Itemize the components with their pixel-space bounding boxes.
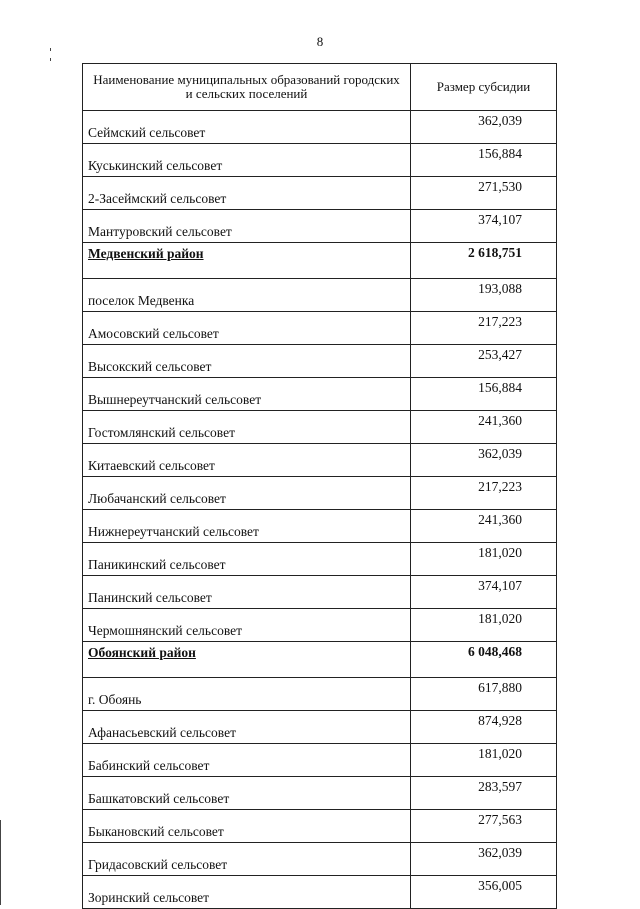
column-header-municipality: Наименование муниципальных образований городских и сельских поселений <box>83 64 411 111</box>
region-row <box>83 243 557 279</box>
table-row <box>83 810 557 843</box>
settlement-name: Башкатовский сельсовет <box>83 777 411 810</box>
table-row <box>83 312 557 345</box>
subsidy-amount: 362,039 <box>411 444 557 477</box>
scan-mark-left-bottom <box>0 820 1 905</box>
table-row <box>83 744 557 777</box>
column-header-subsidy: Размер субсидии <box>411 64 557 111</box>
region-total: 6 048,468 <box>411 642 557 678</box>
page-number: 8 <box>316 34 324 49</box>
table-row <box>83 411 557 444</box>
subsidy-amount: 181,020 <box>411 609 557 642</box>
region-row <box>83 642 557 678</box>
scan-mark-left-top <box>50 48 51 51</box>
settlement-name: Панинский сельсовет <box>83 576 411 609</box>
settlement-name: Афанасьевский сельсовет <box>83 711 411 744</box>
table-row <box>83 576 557 609</box>
subsidy-amount: 374,107 <box>411 576 557 609</box>
table-row <box>83 609 557 642</box>
subsidy-amount: 217,223 <box>411 477 557 510</box>
table-row <box>83 444 557 477</box>
settlement-name: г. Обоянь <box>83 678 411 711</box>
settlement-name: 2-Засеймский сельсовет <box>83 177 411 210</box>
settlement-name: Нижнереутчанский сельсовет <box>83 510 411 543</box>
subsidy-amount: 874,928 <box>411 711 557 744</box>
table-row <box>83 678 557 711</box>
settlement-name: Куськинский сельсовет <box>83 144 411 177</box>
subsidy-amount: 193,088 <box>411 279 557 312</box>
table-row <box>83 111 557 144</box>
table-row <box>83 210 557 243</box>
settlement-name: Чермошнянский сельсовет <box>83 609 411 642</box>
table-row <box>83 477 557 510</box>
subsidy-amount: 362,039 <box>411 111 557 144</box>
subsidy-amount: 362,039 <box>411 843 557 876</box>
table-row <box>83 777 557 810</box>
table-row <box>83 279 557 312</box>
settlement-name: Мантуровский сельсовет <box>83 210 411 243</box>
subsidy-amount: 253,427 <box>411 345 557 378</box>
region-total: 2 618,751 <box>411 243 557 279</box>
subsidy-amount: 617,880 <box>411 678 557 711</box>
table-row <box>83 345 557 378</box>
table-row <box>83 177 557 210</box>
settlement-name: Любачанский сельсовет <box>83 477 411 510</box>
subsidy-amount: 241,360 <box>411 510 557 543</box>
subsidy-amount: 356,005 <box>411 876 557 909</box>
settlement-name: Зоринский сельсовет <box>83 876 411 909</box>
subsidy-amount: 181,020 <box>411 543 557 576</box>
table-header-row <box>83 64 557 111</box>
table-row <box>83 510 557 543</box>
settlement-name: Амосовский сельсовет <box>83 312 411 345</box>
region-name: Обоянский район <box>83 642 411 678</box>
table-row <box>83 144 557 177</box>
settlement-name: Паникинский сельсовет <box>83 543 411 576</box>
settlement-name: Гридасовский сельсовет <box>83 843 411 876</box>
settlement-name: поселок Медвенка <box>83 279 411 312</box>
table-row <box>83 543 557 576</box>
table-row <box>83 378 557 411</box>
table-row <box>83 876 557 909</box>
subsidy-amount: 241,360 <box>411 411 557 444</box>
subsidy-amount: 374,107 <box>411 210 557 243</box>
settlement-name: Бабинский сельсовет <box>83 744 411 777</box>
settlement-name: Быкановский сельсовет <box>83 810 411 843</box>
settlement-name: Гостомлянский сельсовет <box>83 411 411 444</box>
subsidy-amount: 277,563 <box>411 810 557 843</box>
scan-mark-left-mid <box>50 58 51 61</box>
settlement-name: Высокский сельсовет <box>83 345 411 378</box>
table-row <box>83 711 557 744</box>
table-row <box>83 843 557 876</box>
subsidy-amount: 156,884 <box>411 378 557 411</box>
region-name: Медвенский район <box>83 243 411 279</box>
subsidy-amount: 156,884 <box>411 144 557 177</box>
settlement-name: Сеймский сельсовет <box>83 111 411 144</box>
table-body <box>83 111 557 909</box>
settlement-name: Вышнереутчанский сельсовет <box>83 378 411 411</box>
subsidy-amount: 217,223 <box>411 312 557 345</box>
subsidy-amount: 283,597 <box>411 777 557 810</box>
subsidy-amount: 271,530 <box>411 177 557 210</box>
subsidy-table <box>82 63 557 909</box>
settlement-name: Китаевский сельсовет <box>83 444 411 477</box>
subsidy-amount: 181,020 <box>411 744 557 777</box>
